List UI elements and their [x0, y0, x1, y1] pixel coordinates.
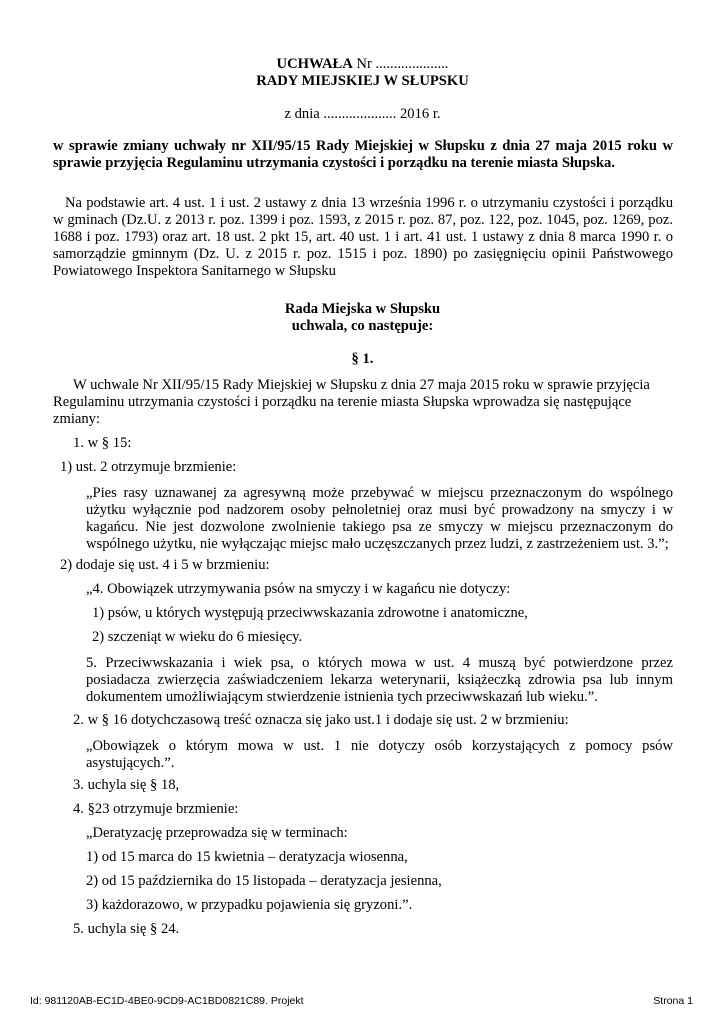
page-number: Strona 1 — [653, 995, 693, 1007]
resolution-number: Nr .................... — [352, 56, 449, 72]
section-1-intro: W uchwale Nr XII/95/15 Rady Miejskiej w Słupsku z dnia 27 maja 2015 roku w sprawie przyjęcia Regulaminu utrzymania czystości i porządku na terenie miasta Słupska wprowadza się następujące zmiany: — [53, 377, 650, 427]
resolution-title-bold: UCHWAŁA — [276, 56, 353, 72]
point-5: 5. uchyla się § 24. — [73, 921, 180, 937]
paragraph-4-item-2: 2) szczeniąt w wieku do 6 miesięcy. — [92, 629, 303, 645]
council-resolves: uchwala, co następuje: — [291, 318, 434, 334]
resolution-title — [0, 56, 725, 73]
point-4-item-2: 2) od 15 października do 15 listopada – deratyzacja jesienna, — [86, 873, 442, 889]
paragraph-4-quote: „4. Obowiązek utrzymywania psów na smyczy i w kagańcu nie dotyczy: — [86, 581, 511, 597]
point-2: 2. w § 16 dotychczasową treść oznacza się jako ust.1 i dodaje się ust. 2 w brzmieniu: — [73, 712, 569, 728]
document-id: Id: 981120AB-EC1D-4BE0-9CD9-AC1BD0821C89. Projekt — [30, 995, 304, 1007]
resolution-date: z dnia .................... 2016 r. — [284, 106, 441, 122]
dog-rule-quote: „Pies rasy uznawanej za agresywną może przebywać w miejscu przeznaczonym do wspólnego użytku wyłącznie pod nadzorem osoby pełnoletniej oraz musi być prowadzony na smyczy i w kagańcu. Nie jest dozwolone zwolnienie takiego psa ze smyczy w miejscu przeznaczonym do wspólnego użytku, nie wyłączając miejsc mało uczęszczanych przez ludzi, z zastrzeżeniem ust. 3.”; — [86, 485, 673, 552]
point-4-item-1: 1) od 15 marca do 15 kwietnia – deratyzacja wiosenna, — [86, 849, 408, 865]
point-3: 3. uchyla się § 18, — [73, 777, 180, 793]
paragraph-5-quote: 5. Przeciwwskazania i wiek psa, o których mowa w ust. 4 muszą być potwierdzone przez posiadacza zwierzęcia zaświadczeniem lekarza weterynarii, książeczką zdrowia psa lub innym dokumentem umożliwiającym stwierdzenie istnienia tych przeciwwskazań lub wieku.”. — [86, 655, 673, 705]
resolution-subject: w sprawie zmiany uchwały nr XII/95/15 Rady Miejskiej w Słupsku z dnia 27 maja 2015 roku w sprawie przyjęcia Regulaminu utrzymania czystości i porządku na terenie miasta Słupska. — [53, 138, 673, 171]
point-1-item-1: 1) ust. 2 otrzymuje brzmienie: — [60, 459, 237, 475]
legal-basis: Na podstawie art. 4 ust. 1 i ust. 2 ustawy z dnia 13 września 1996 r. o utrzymaniu czystości i porządku w gminach (Dz.U. z 2013 r. poz. 1399 i poz. 1593, z 2015 r. poz. 87, poz. 122, poz. 1045, poz. 1269, poz. 1688 i poz. 1793) oraz art. 18 ust. 2 pkt 15, art. 40 ust. 1 i art. 41 ust. 1 ustawy z dnia 8 marca 1990 r. o samorządzie gminnym (Dz. U. z 2015 r. poz. 1515 i poz. 1890) po zasięgnięciu opinii Państwowego Powiatowego Inspektora Sanitarnego w Słupsku — [53, 195, 673, 279]
point-1-item-2: 2) dodaje się ust. 4 i 5 w brzmieniu: — [60, 557, 270, 573]
paragraph-4-item-1: 1) psów, u których występują przeciwwskazania zdrowotne i anatomiczne, — [92, 605, 528, 621]
section-1-title: § 1. — [351, 351, 374, 367]
point-4-item-3: 3) każdorazowo, w przypadku pojawienia się gryzoni.”. — [86, 897, 413, 913]
point-1: 1. w § 15: — [73, 435, 132, 451]
point-4: 4. §23 otrzymuje brzmienie: — [73, 801, 239, 817]
point-4-quote: „Deratyzację przeprowadza się w terminach: — [86, 825, 348, 841]
point-2-quote: „Obowiązek o którym mowa w ust. 1 nie dotyczy osób korzystających z pomocy psów asystujących.”. — [86, 738, 673, 771]
council-heading: Rada Miejska w Słupsku — [284, 301, 441, 317]
council-name: RADY MIEJSKIEJ W SŁUPSKU — [256, 73, 469, 89]
